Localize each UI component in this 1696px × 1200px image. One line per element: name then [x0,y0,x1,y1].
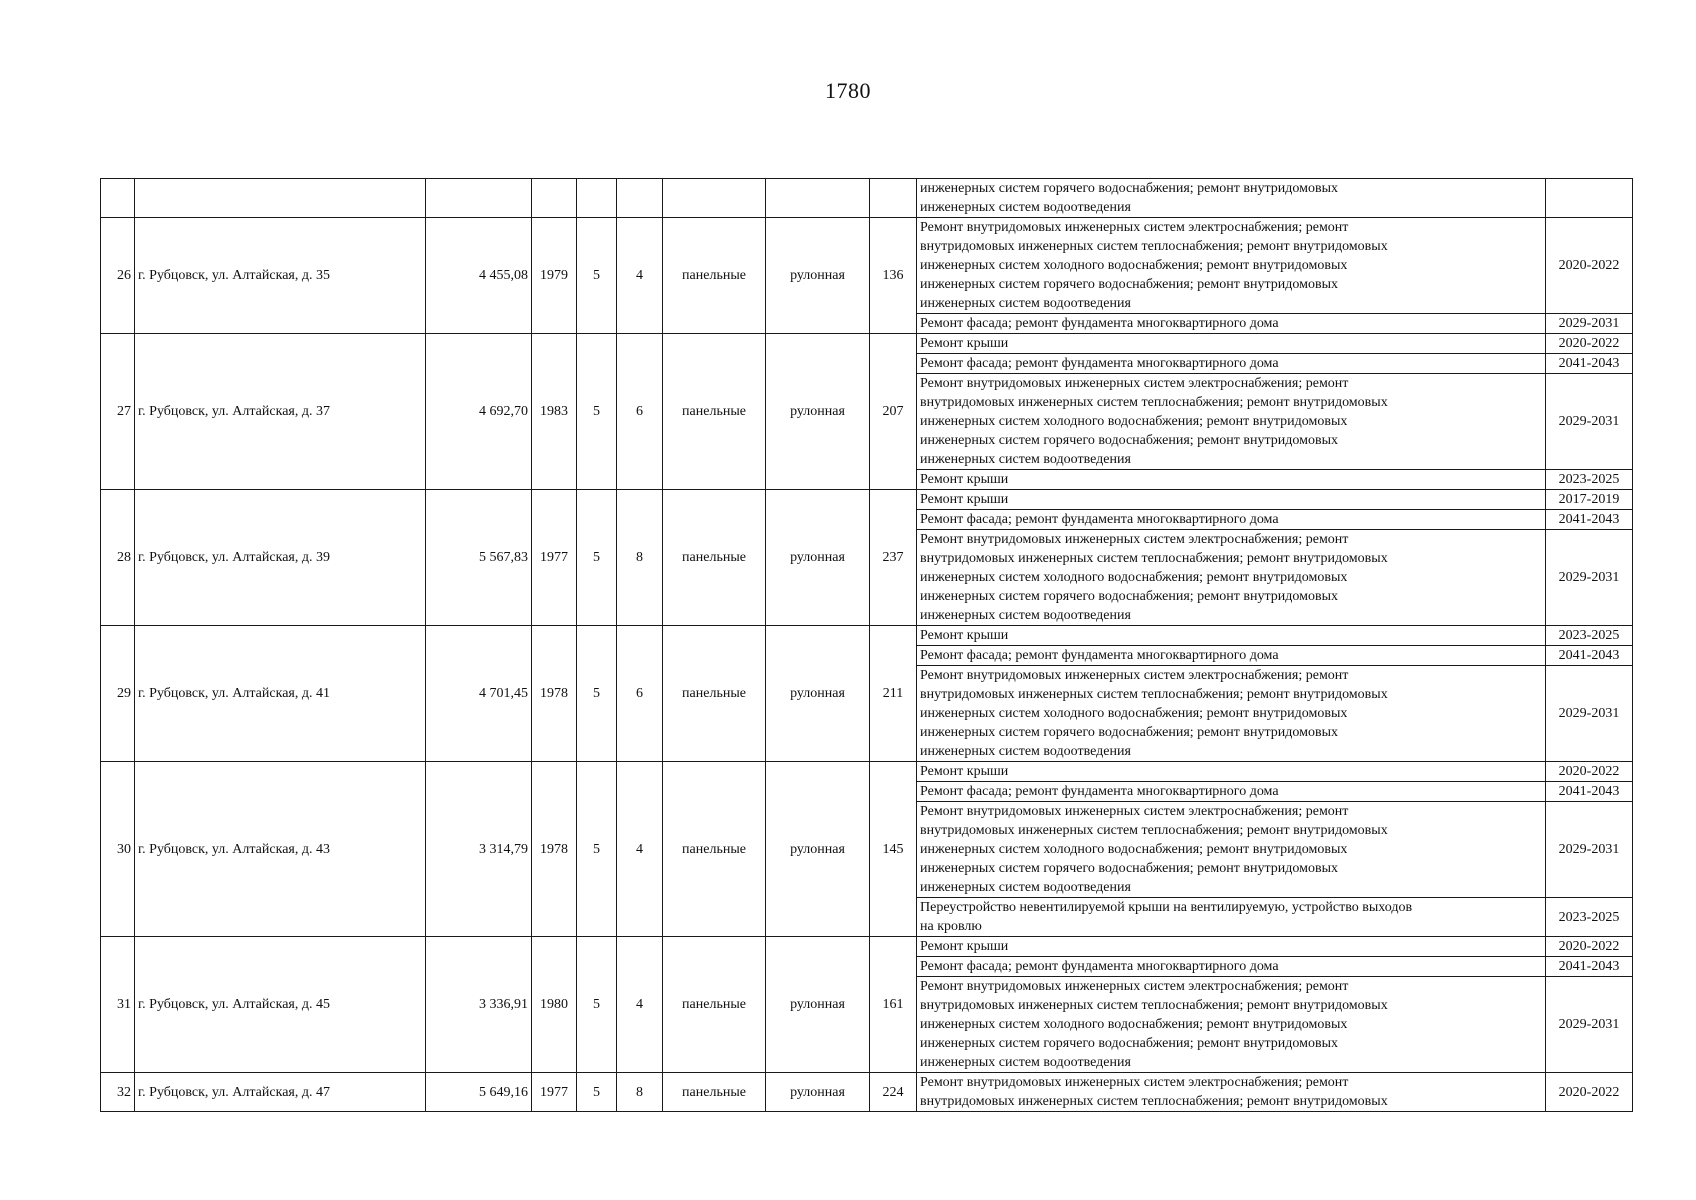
table-row [101,218,1633,314]
build-year: 1983 [532,334,577,490]
address: г. Рубцовск, ул. Алтайская, д. 39 [135,490,426,626]
work-description [917,646,1546,666]
table-body [101,179,1633,1112]
work-period: 2020-2022 [1546,937,1633,957]
entrance-count: 4 [617,937,663,1073]
entrance-count: 6 [617,626,663,762]
total-area: 4 455,08 [426,218,532,334]
work-line: инженерных систем холодного водоснабжения; ремонт внутридомовых [920,706,1348,721]
wall-material: панельные [663,762,766,937]
work-line: Ремонт внутридомовых инженерных систем электроснабжения; ремонт [920,804,1349,819]
row-number: 27 [101,334,135,490]
cell-empty [577,179,617,218]
work-line: инженерных систем холодного водоснабжения; ремонт внутридомовых [920,414,1348,429]
roof-type: рулонная [766,937,870,1073]
work-line: Ремонт внутридомовых инженерных систем электроснабжения; ремонт [920,376,1349,391]
work-description [917,510,1546,530]
table-row [101,626,1633,646]
work-line: внутридомовых инженерных систем теплоснабжения; ремонт внутридомовых [920,687,1388,702]
floor-count: 5 [577,937,617,1073]
work-line: инженерных систем водоотведения [920,744,1131,759]
wall-material: панельные [663,218,766,334]
resident-count: 161 [870,937,917,1073]
work-description [917,374,1546,470]
work-line: инженерных систем горячего водоснабжения; ремонт внутридомовых [920,277,1338,292]
work-line: инженерных систем водоотведения [920,608,1131,623]
work-description [917,490,1546,510]
work-description [917,782,1546,802]
work-line: внутридомовых инженерных систем теплоснабжения; ремонт внутридомовых [920,239,1388,254]
table-row [101,1073,1633,1112]
cell-empty [617,179,663,218]
work-period: 2029-2031 [1546,802,1633,898]
work-period: 2023-2025 [1546,898,1633,937]
resident-count: 237 [870,490,917,626]
row-number: 29 [101,626,135,762]
address: г. Рубцовск, ул. Алтайская, д. 37 [135,334,426,490]
build-year: 1977 [532,1073,577,1112]
work-period: 2020-2022 [1546,762,1633,782]
work-line: инженерных систем горячего водоснабжения; ремонт внутридомовых [920,1036,1338,1051]
resident-count: 211 [870,626,917,762]
work-line: инженерных систем холодного водоснабжения; ремонт внутридомовых [920,570,1348,585]
resident-count: 224 [870,1073,917,1112]
floor-count: 5 [577,762,617,937]
floor-count: 5 [577,1073,617,1112]
work-period: 2041-2043 [1546,354,1633,374]
work-line: Ремонт крыши [920,939,1009,954]
work-line: инженерных систем водоотведения [920,452,1131,467]
work-line: на кровлю [920,919,982,934]
work-description [917,666,1546,762]
work-description [917,937,1546,957]
build-year: 1977 [532,490,577,626]
work-line: Ремонт внутридомовых инженерных систем электроснабжения; ремонт [920,532,1349,547]
work-line: инженерных систем горячего водоснабжения; ремонт внутридомовых [920,861,1338,876]
entrance-count: 4 [617,218,663,334]
address: г. Рубцовск, ул. Алтайская, д. 47 [135,1073,426,1112]
table-row [101,937,1633,957]
cell-empty [532,179,577,218]
entrance-count: 6 [617,334,663,490]
work-line: Ремонт крыши [920,472,1009,487]
work-line: инженерных систем холодного водоснабжения; ремонт внутридомовых [920,258,1348,273]
floor-count: 5 [577,334,617,490]
entrance-count: 8 [617,1073,663,1112]
work-line: Ремонт фасада; ремонт фундамента многоквартирного дома [920,784,1279,799]
table-row [101,762,1633,782]
cell-empty [101,179,135,218]
work-line: внутридомовых инженерных систем теплоснабжения; ремонт внутридомовых [920,823,1388,838]
work-line: инженерных систем водоотведения [920,200,1131,215]
work-line: Ремонт фасада; ремонт фундамента многоквартирного дома [920,356,1279,371]
work-description [917,626,1546,646]
work-line: Ремонт крыши [920,492,1009,507]
work-line: внутридомовых инженерных систем теплоснабжения; ремонт внутридомовых [920,1094,1388,1109]
work-line: инженерных систем горячего водоснабжения; ремонт внутридомовых [920,181,1338,196]
work-description [917,354,1546,374]
work-line: инженерных систем водоотведения [920,296,1131,311]
row-number: 26 [101,218,135,334]
work-period: 2041-2043 [1546,957,1633,977]
work-period: 2029-2031 [1546,977,1633,1073]
work-line: инженерных систем водоотведения [920,1055,1131,1070]
cell-empty [426,179,532,218]
work-line: инженерных систем холодного водоснабжения; ремонт внутридомовых [920,1017,1348,1032]
work-line: Ремонт фасада; ремонт фундамента многоквартирного дома [920,316,1279,331]
work-description [917,762,1546,782]
cell-empty [766,179,870,218]
roof-type: рулонная [766,1073,870,1112]
total-area: 4 692,70 [426,334,532,490]
work-period: 2020-2022 [1546,218,1633,314]
work-line: инженерных систем холодного водоснабжения; ремонт внутридомовых [920,842,1348,857]
total-area: 3 336,91 [426,937,532,1073]
work-period: 2020-2022 [1546,334,1633,354]
work-line: Ремонт крыши [920,628,1009,643]
work-line: Переустройство невентилируемой крыши на вентилируемую, устройство выходов [920,900,1413,915]
floor-count: 5 [577,626,617,762]
work-line: Ремонт внутридомовых инженерных систем электроснабжения; ремонт [920,220,1349,235]
wall-material: панельные [663,490,766,626]
work-description [917,802,1546,898]
total-area: 4 701,45 [426,626,532,762]
work-period: 2020-2022 [1546,1073,1633,1112]
work-description [917,334,1546,354]
cell-empty [1546,179,1633,218]
address: г. Рубцовск, ул. Алтайская, д. 43 [135,762,426,937]
cell-empty [870,179,917,218]
work-period: 2029-2031 [1546,530,1633,626]
entrance-count: 4 [617,762,663,937]
roof-type: рулонная [766,626,870,762]
work-period: 2023-2025 [1546,626,1633,646]
table-row [101,334,1633,354]
work-line: Ремонт фасада; ремонт фундамента многоквартирного дома [920,512,1279,527]
build-year: 1979 [532,218,577,334]
work-line: инженерных систем горячего водоснабжения; ремонт внутридомовых [920,589,1338,604]
work-line: инженерных систем горячего водоснабжения; ремонт внутридомовых [920,725,1338,740]
work-period: 2029-2031 [1546,374,1633,470]
cell-empty [135,179,426,218]
work-line: инженерных систем водоотведения [920,880,1131,895]
row-number: 32 [101,1073,135,1112]
row-number: 28 [101,490,135,626]
wall-material: панельные [663,334,766,490]
wall-material: панельные [663,937,766,1073]
work-description [917,314,1546,334]
roof-type: рулонная [766,490,870,626]
work-period: 2041-2043 [1546,782,1633,802]
address: г. Рубцовск, ул. Алтайская, д. 45 [135,937,426,1073]
work-description [917,977,1546,1073]
work-line: Ремонт крыши [920,764,1009,779]
resident-count: 136 [870,218,917,334]
work-description [917,179,1546,218]
entrance-count: 8 [617,490,663,626]
work-line: внутридомовых инженерных систем теплоснабжения; ремонт внутридомовых [920,998,1388,1013]
page-number: 1780 [825,78,871,103]
work-period: 2041-2043 [1546,646,1633,666]
work-description [917,957,1546,977]
work-line: Ремонт фасада; ремонт фундамента многоквартирного дома [920,648,1279,663]
total-area: 5 649,16 [426,1073,532,1112]
total-area: 3 314,79 [426,762,532,937]
work-description [917,530,1546,626]
floor-count: 5 [577,490,617,626]
work-line: инженерных систем горячего водоснабжения; ремонт внутридомовых [920,433,1338,448]
work-line: внутридомовых инженерных систем теплоснабжения; ремонт внутридомовых [920,551,1388,566]
work-period: 2029-2031 [1546,314,1633,334]
work-line: Ремонт внутридомовых инженерных систем электроснабжения; ремонт [920,1075,1349,1090]
work-description [917,218,1546,314]
work-line: Ремонт внутридомовых инженерных систем электроснабжения; ремонт [920,668,1349,683]
work-line: Ремонт фасада; ремонт фундамента многоквартирного дома [920,959,1279,974]
resident-count: 207 [870,334,917,490]
floor-count: 5 [577,218,617,334]
wall-material: панельные [663,1073,766,1112]
total-area: 5 567,83 [426,490,532,626]
build-year: 1980 [532,937,577,1073]
build-year: 1978 [532,626,577,762]
build-year: 1978 [532,762,577,937]
table-row [101,490,1633,510]
roof-type: рулонная [766,762,870,937]
row-number: 30 [101,762,135,937]
resident-count: 145 [870,762,917,937]
row-number: 31 [101,937,135,1073]
roof-type: рулонная [766,218,870,334]
work-period: 2029-2031 [1546,666,1633,762]
work-description [917,1073,1546,1112]
roof-type: рулонная [766,334,870,490]
work-period: 2041-2043 [1546,510,1633,530]
work-line: Ремонт крыши [920,336,1009,351]
work-period: 2017-2019 [1546,490,1633,510]
work-description [917,470,1546,490]
capital-repair-table [100,178,1633,1112]
wall-material: панельные [663,626,766,762]
cell-empty [663,179,766,218]
work-description [917,898,1546,937]
address: г. Рубцовск, ул. Алтайская, д. 35 [135,218,426,334]
work-line: внутридомовых инженерных систем теплоснабжения; ремонт внутридомовых [920,395,1388,410]
continuation-row [101,179,1633,218]
work-line: Ремонт внутридомовых инженерных систем электроснабжения; ремонт [920,979,1349,994]
work-period: 2023-2025 [1546,470,1633,490]
address: г. Рубцовск, ул. Алтайская, д. 41 [135,626,426,762]
